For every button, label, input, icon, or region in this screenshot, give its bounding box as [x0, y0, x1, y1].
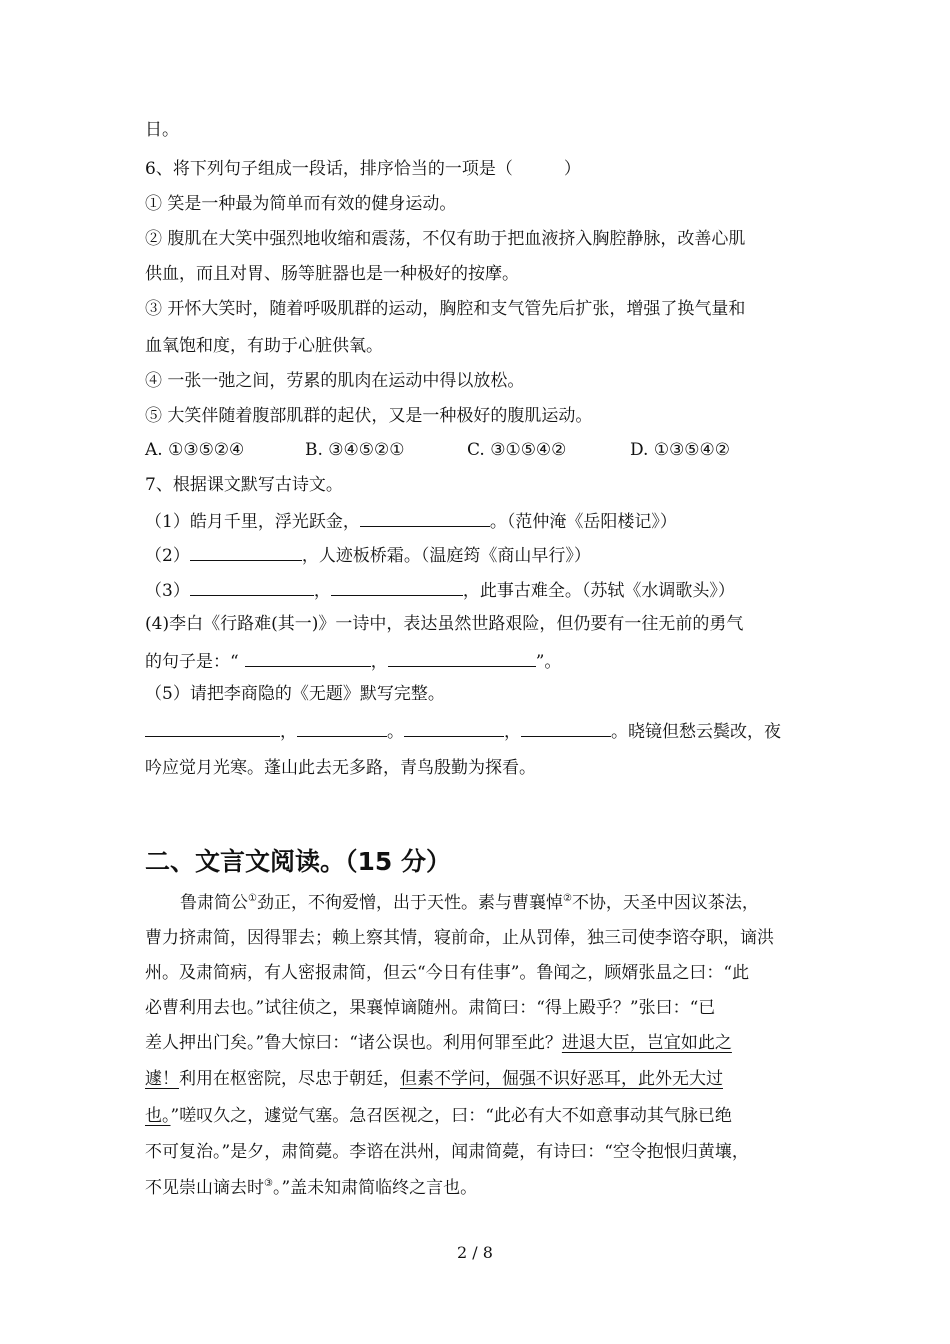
passage-line-5 [145, 1031, 732, 1055]
underlined-sentence: 遽！ [145, 1069, 179, 1089]
passage-text: 不协，天圣中因议茶法， [571, 893, 759, 913]
q6-sentence-2a: ② 腹肌在大笑中强烈地收缩和震荡，不仅有助于把血液挤入胸腔静脉，改善心肌 [145, 229, 746, 249]
answer-blank[interactable] [404, 718, 504, 737]
q7-item-5-comma-2: ， [504, 722, 521, 742]
footnote-marker: ① [248, 893, 257, 904]
q6-sentence-5: ⑤ 大笑伴随着腹部肌群的起伏，又是一种极好的腹肌运动。 [145, 406, 593, 426]
passage-text: 劲正，不徇爱憎，出于天性。素与曹襄悼 [256, 893, 563, 913]
q7-item-5-suffix: 。晓镜但愁云鬓改，夜 [611, 722, 781, 742]
footnote-marker: ② [562, 893, 572, 904]
answer-blank[interactable] [190, 542, 302, 561]
q7-item-3-prefix: （3） [145, 581, 190, 601]
answer-blank[interactable] [388, 648, 536, 667]
passage-line-6 [145, 1067, 723, 1091]
page-number: 2 / 8 [457, 1243, 493, 1262]
q7-item-1-suffix: 。（范仲淹《岳阳楼记》） [489, 512, 677, 532]
q7-item-4b-suffix: ”。 [535, 652, 562, 672]
q7-item-3-suffix: ，此事古难全。（苏轼《水调歌头》） [462, 581, 735, 601]
q7-item-1 [145, 508, 677, 534]
q6-sentence-2b: 供血，而且对胃、肠等脏器也是一种极好的按摩。 [145, 264, 519, 284]
answer-blank[interactable] [245, 648, 371, 667]
answer-blank[interactable] [190, 577, 314, 596]
passage-text: 差人押出门矣。”鲁大惊曰：“诸公误也。利用何罪至此？ [145, 1033, 562, 1053]
q7-item-4b-prefix: 的句子是：“ [145, 652, 239, 672]
q7-item-1-prefix: （1）皓月千里，浮光跃金， [145, 512, 360, 532]
passage-line-2: 曹力挤肃简，因得罪去；赖上察其情，寝前命，止从罚俸，独三司使李谘夺职，谪洪 [145, 928, 774, 948]
passage-line-7 [145, 1104, 732, 1128]
option-c[interactable]: C. ③①⑤④② [467, 440, 567, 460]
q6-sentence-4: ④ 一张一弛之间，劳累的肌肉在运动中得以放松。 [145, 371, 525, 391]
answer-blank[interactable] [521, 718, 611, 737]
passage-line-4: 必曹利用去也。”试往侦之，果襄悼谪随州。肃简曰：“得上殿乎？”张曰：“已 [145, 998, 716, 1018]
q6-sentence-3a: ③ 开怀大笑时，随着呼吸肌群的运动，胸腔和支气管先后扩张，增强了换气量和 [145, 299, 746, 319]
q6-sentence-1: ① 笑是一种最为简单而有效的健身运动。 [145, 194, 457, 214]
passage-text: 不见崇山谪去时 [145, 1178, 264, 1198]
answer-blank[interactable] [360, 508, 490, 527]
q7-item-4b [145, 648, 561, 674]
answer-blank[interactable] [331, 577, 463, 596]
section-heading: 二、文言文阅读。（15 分） [145, 847, 451, 876]
q7-item-5: （5）请把李商隐的《无题》默写完整。 [145, 684, 445, 704]
underlined-sentence: 也。 [145, 1106, 171, 1126]
q6-options [145, 438, 730, 462]
q7-item-5-blanks [145, 718, 781, 744]
q7-item-2-prefix: （2） [145, 546, 190, 566]
q7-item-3 [145, 577, 735, 603]
passage-line-1 [180, 891, 759, 915]
q7-item-2-suffix: ，人迹板桥霜。（温庭筠《商山早行》） [301, 546, 591, 566]
q7-item-2 [145, 542, 591, 568]
q7-item-5-period: 。 [387, 722, 404, 742]
answer-blank[interactable] [297, 718, 387, 737]
passage-text: ”嗟叹久之，遽觉气塞。急召医视之，曰：“此必有大不如意事动其气脉已绝 [170, 1106, 732, 1126]
q5-tail: 日。 [145, 120, 179, 140]
footnote-marker: ③ [264, 1178, 273, 1189]
option-b[interactable]: B. ③④⑤②① [305, 440, 405, 460]
passage-text: 。”盖未知肃简临终之言也。 [272, 1178, 478, 1198]
passage-line-9 [145, 1176, 477, 1200]
passage-text: 鲁肃简公 [180, 893, 248, 913]
option-d[interactable]: D. ①③⑤④② [630, 440, 731, 460]
q6-stem: 6、将下列句子组成一段话，排序恰当的一项是（ ） [145, 159, 581, 179]
option-a[interactable]: A. ①③⑤②④ [145, 440, 245, 460]
q6-sentence-3b: 血氧饱和度，有助于心脏供氧。 [145, 336, 383, 356]
q7-stem: 7、根据课文默写古诗文。 [145, 475, 343, 495]
q7-item-3-comma: ， [313, 581, 331, 601]
q7-item-4a: (4)李白《行路难(其一)》一诗中，表达虽然世路艰险，但仍要有一往无前的勇气 [145, 614, 744, 634]
underlined-sentence: 进退大臣，岂宜如此之 [561, 1033, 732, 1053]
answer-blank[interactable] [145, 718, 280, 737]
q7-item-5-comma-1: ， [280, 722, 297, 742]
passage-line-3: 州。及肃简病，有人密报肃简，但云“今日有佳事”。鲁闻之，顾婿张昷之曰：“此 [145, 963, 750, 983]
underlined-sentence: 但素不学问，倔强不识好恶耳，此外无大过 [400, 1069, 723, 1089]
passage-line-8: 不可复治。”是夕，肃简薨。李谘在洪州，闻肃简薨，有诗曰：“空令抱恨归黄壤， [145, 1142, 749, 1162]
passage-text: 利用在枢密院，尽忠于朝廷， [179, 1069, 400, 1089]
q7-item-5-tail: 吟应觉月光寒。蓬山此去无多路，青鸟殷勤为探看。 [145, 758, 536, 778]
q7-item-4b-comma: ， [370, 652, 388, 672]
